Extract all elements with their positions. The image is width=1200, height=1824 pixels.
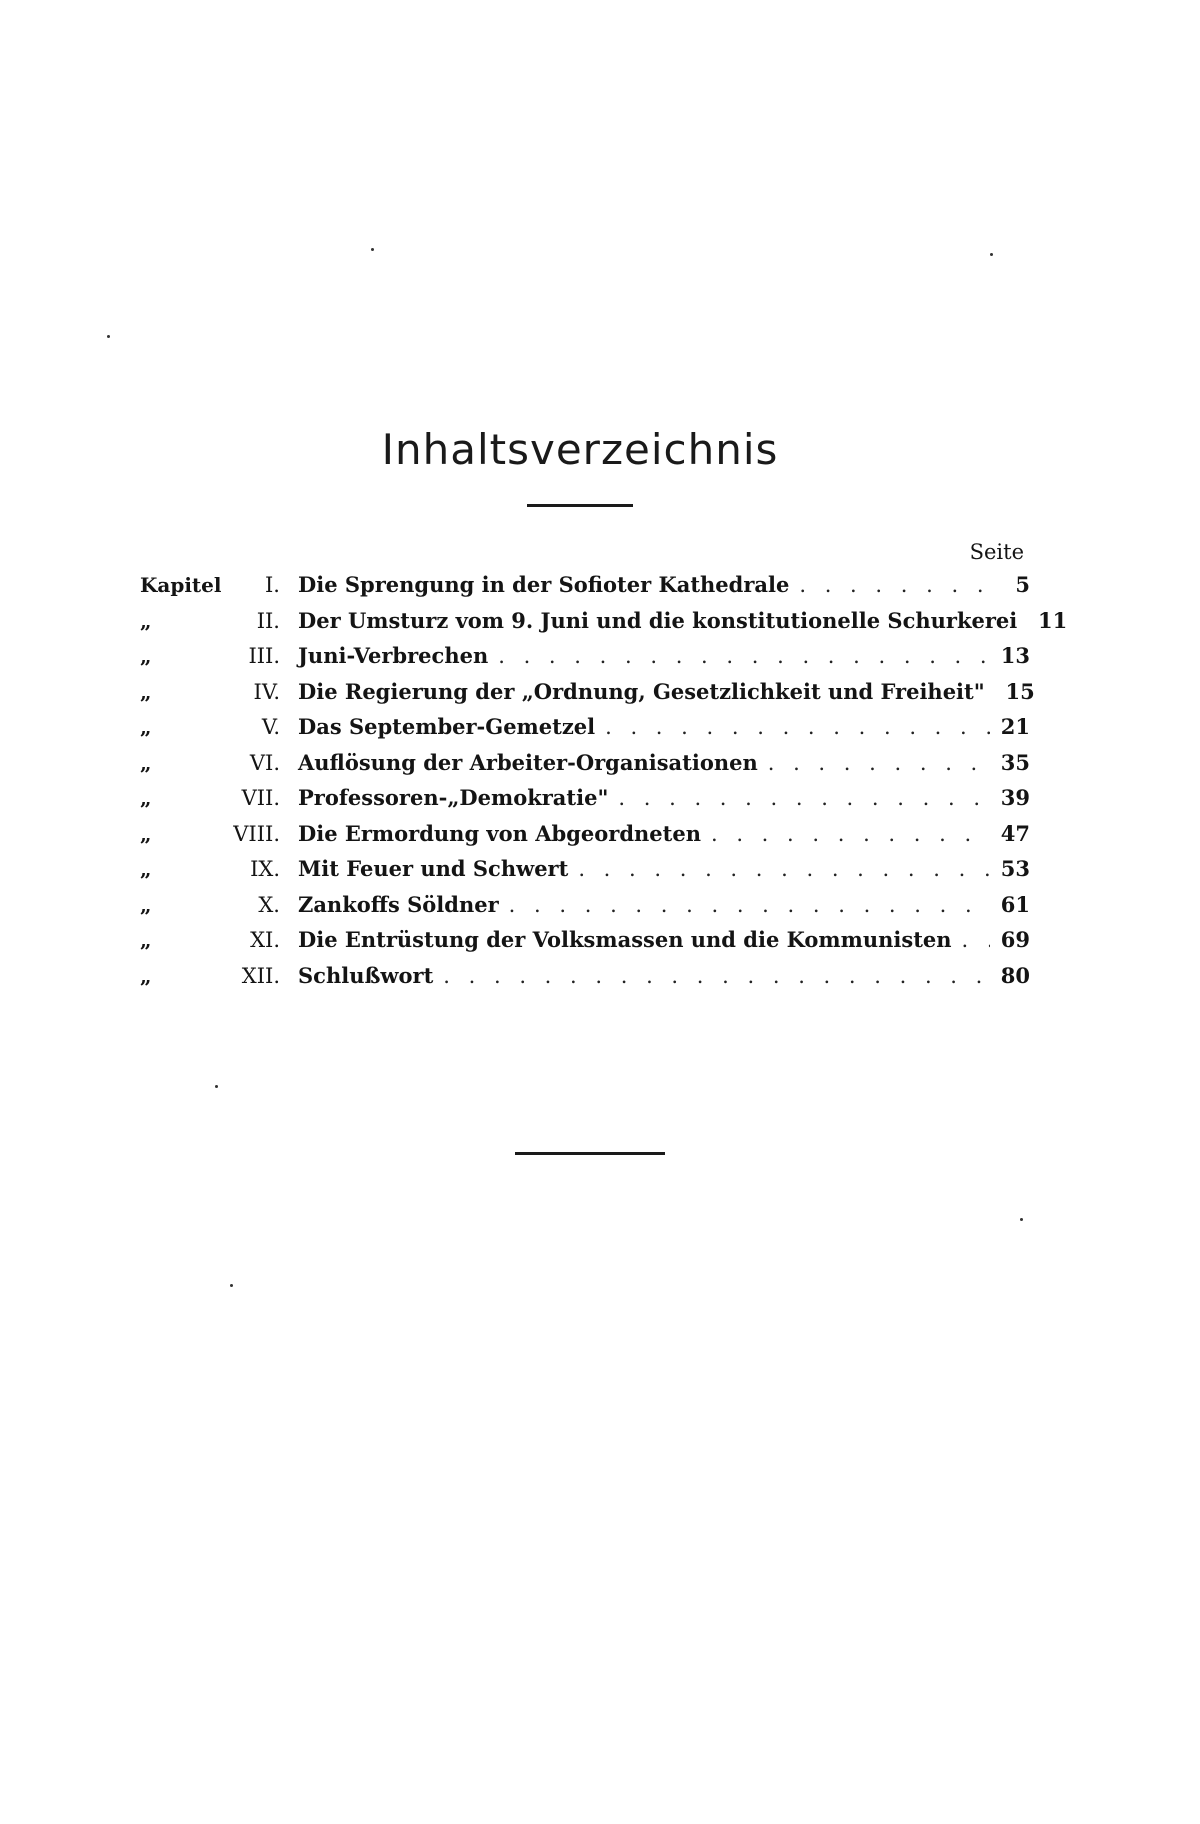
entry-prefix: „ [140,679,152,704]
toc-entry-11 [140,927,1030,963]
chapter-number: XII. [241,963,280,988]
page-number: 11 [1038,607,1068,633]
chapter-number: IX. [250,857,280,881]
entry-prefix: „ [140,644,152,668]
chapter-number: II. [256,608,280,633]
leader-dots [701,822,990,846]
chapter-title: Juni-Verbrechen [298,643,489,668]
chapter-title: Der Umsturz vom 9. Juni und die konstitutionelle Schurkerei [298,607,1018,633]
entry-prefix: „ [140,892,152,917]
chapter-number: X. [258,892,280,917]
entry-prefix: „ [140,963,152,988]
toc-entry-9 [140,856,1030,892]
entry-prefix: „ [140,608,152,633]
leader-dots [499,893,990,917]
toc-entry-4 [140,678,1035,715]
toc-entry-6 [140,750,1030,786]
paper-speck [107,335,110,338]
page-number: 15 [1005,678,1035,704]
table-of-contents [140,540,1068,998]
entry-prefix: „ [140,715,152,739]
chapter-title: Mit Feuer und Schwert [298,856,569,881]
chapter-title: Das September-Gemetzel [298,714,596,739]
page-number: 39 [1000,785,1030,810]
entry-prefix: „ [140,928,152,952]
chapter-title: Die Regierung der „Ordnung, Gesetzlichkeit und Freiheit" [298,678,985,704]
paper-speck [230,1284,233,1287]
entry-prefix: Kapitel [140,573,222,597]
page-number: 53 [1000,856,1030,881]
leader-dots [608,786,990,810]
page-number: 61 [1000,891,1030,917]
paper-speck [990,253,993,256]
paper-speck [371,248,374,251]
page-number: 80 [1000,962,1030,988]
chapter-number: III. [248,644,280,668]
leader-dots [985,680,995,704]
end-divider [515,1152,665,1155]
chapter-number: IV. [253,679,280,704]
paper-speck [1020,1218,1023,1221]
chapter-title: Die Ermordung von Abgeordneten [298,820,701,846]
leader-dots [789,573,990,597]
chapter-number: VIII. [233,821,280,846]
toc-entry-10 [140,892,1030,928]
chapter-number: VII. [241,786,280,810]
chapter-number: V. [261,715,280,739]
chapter-title: Auflösung der Arbeiter-Organisationen [298,749,758,775]
entry-prefix: „ [140,786,152,810]
chapter-title: Schlußwort [298,962,434,988]
leader-dots [952,928,990,952]
page-column-label: Seite [969,540,1024,564]
toc-entry-1 [140,572,1030,608]
page-number: 5 [1015,572,1030,597]
page-title: Inhaltsverzeichnis [381,425,779,474]
toc-entry-8 [140,821,1030,857]
entry-prefix: „ [140,821,152,846]
page-number: 47 [1000,820,1030,846]
chapter-number: XI. [250,928,280,952]
page-number: 69 [1000,927,1030,952]
chapter-title: Die Entrüstung der Volksmassen und die Kommunisten [298,927,952,952]
page-number: 35 [1000,749,1030,775]
title-divider [527,504,633,507]
chapter-number: VI. [249,750,280,775]
toc-entry-5 [140,714,1030,750]
leader-dots [433,964,990,988]
leader-dots [488,644,990,668]
entry-prefix: „ [140,857,152,881]
paper-speck [215,1085,218,1088]
leader-dots [758,751,990,775]
chapter-title: Zankoffs Söldner [298,891,499,917]
entry-prefix: „ [140,750,152,775]
leader-dots [1017,609,1027,633]
page-number: 13 [1000,643,1030,668]
chapter-number: I. [265,573,280,597]
leader-dots [568,857,990,881]
toc-entry-3 [140,643,1030,679]
leader-dots [595,715,990,739]
chapter-title: Professoren-„Demokratie" [298,785,609,810]
toc-entry-7 [140,785,1030,821]
toc-entry-2 [140,607,1068,644]
chapter-title: Die Sprengung in der Sofioter Kathedrale [298,572,790,597]
page-number: 21 [1000,714,1030,739]
toc-entry-12 [140,963,1030,999]
